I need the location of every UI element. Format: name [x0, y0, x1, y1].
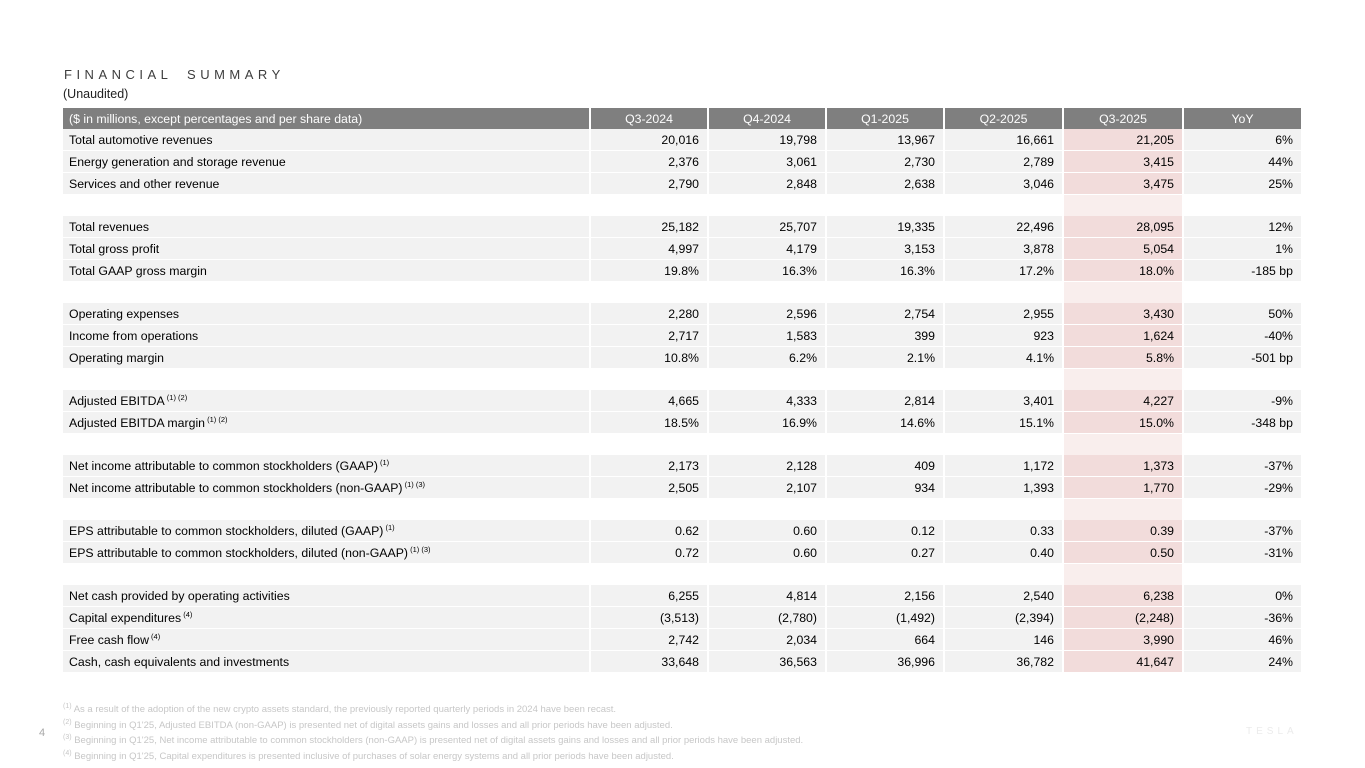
cell-q1-2025: 409 [827, 455, 945, 477]
cell-q3-2025: 4,227 [1064, 390, 1184, 412]
cell-q1-2025: 14.6% [827, 412, 945, 434]
cell-yoy: -36% [1184, 607, 1303, 629]
row-label: Free cash flow $^{(4)}$ [63, 629, 591, 651]
table-row [63, 303, 1303, 325]
spacer-cell [1064, 282, 1184, 303]
cell-q1-2025: 36,996 [827, 651, 945, 673]
row-label: Total automotive revenues [63, 129, 591, 151]
footnote-1-text: As a result of the adoption of the new crypto assets standard, the previously reported quarterly periods in 2024 have been recast. [73, 704, 617, 715]
tesla-logo-watermark: TESLA [1246, 726, 1298, 737]
cell-q3-2024: 4,665 [591, 390, 709, 412]
cell-q1-2025: 3,153 [827, 238, 945, 260]
spacer-cell [591, 564, 709, 585]
cell-q1-2025: 2,156 [827, 585, 945, 607]
row-label: EPS attributable to common stockholders, diluted (GAAP) $^{(1)}$ [63, 520, 591, 542]
cell-q3-2024: 20,016 [591, 129, 709, 151]
footnote-3-marker: (3) [63, 734, 72, 742]
cell-q2-2025: (2,394) [945, 607, 1064, 629]
spacer-cell [63, 499, 591, 520]
cell-q3-2024: 18.5% [591, 412, 709, 434]
cell-q3-2025: 0.50 [1064, 542, 1184, 564]
spacer-row [63, 434, 1303, 455]
cell-q2-2025: 17.2% [945, 260, 1064, 282]
table-row [63, 390, 1303, 412]
cell-q1-2025: 19,335 [827, 216, 945, 238]
cell-q2-2025: 146 [945, 629, 1064, 651]
table-row [63, 238, 1303, 260]
cell-q4-2024: (2,780) [709, 607, 827, 629]
spacer-cell [63, 369, 591, 390]
spacer-cell [63, 564, 591, 585]
spacer-row [63, 282, 1303, 303]
cell-q4-2024: 3,061 [709, 151, 827, 173]
cell-q3-2025: 1,770 [1064, 477, 1184, 499]
cell-q2-2025: 4.1% [945, 347, 1064, 369]
cell-q4-2024: 36,563 [709, 651, 827, 673]
cell-q1-2025: 399 [827, 325, 945, 347]
cell-q4-2024: 2,848 [709, 173, 827, 195]
cell-q3-2024: 10.8% [591, 347, 709, 369]
cell-yoy: 6% [1184, 129, 1303, 151]
cell-q3-2024: 2,280 [591, 303, 709, 325]
cell-yoy: -29% [1184, 477, 1303, 499]
cell-q1-2025: 934 [827, 477, 945, 499]
footnote-ref: (4) [181, 609, 193, 619]
row-label: Total GAAP gross margin [63, 260, 591, 282]
cell-q3-2025: 3,415 [1064, 151, 1184, 173]
spacer-cell [827, 195, 945, 216]
spacer-cell [1184, 434, 1303, 455]
footnote-3-text: Beginning in Q1'25, Net income attributable to common stockholders (non-GAAP) is presented net of digital assets gains and losses and all prior periods have been adjusted. [74, 735, 804, 747]
table-header-row [63, 108, 1303, 129]
cell-q3-2024: 0.62 [591, 520, 709, 542]
spacer-cell [945, 195, 1064, 216]
cell-q3-2025: 21,205 [1064, 129, 1184, 151]
table-row [63, 585, 1303, 607]
cell-q3-2024: 25,182 [591, 216, 709, 238]
table-row [63, 455, 1303, 477]
spacer-cell [827, 564, 945, 585]
footnote-ref: (1) (2) [164, 392, 188, 402]
spacer-cell [1184, 282, 1303, 303]
row-label: Operating margin [63, 347, 591, 369]
table-row [63, 520, 1303, 542]
row-label: Net income attributable to common stockholders (non-GAAP) $^{(1) (3)}$ [63, 477, 591, 499]
cell-q2-2025: 2,540 [945, 585, 1064, 607]
cell-q3-2024: (3,513) [591, 607, 709, 629]
cell-q3-2024: 4,997 [591, 238, 709, 260]
spacer-cell [945, 369, 1064, 390]
footnote-ref: (1) [377, 457, 390, 467]
table-row [63, 651, 1303, 673]
row-label: Net income attributable to common stockholders (GAAP) $^{(1)}$ [63, 455, 591, 477]
cell-q4-2024: 0.60 [709, 520, 827, 542]
table-row [63, 347, 1303, 369]
spacer-cell [945, 282, 1064, 303]
table-row [63, 216, 1303, 238]
cell-q2-2025: 1,393 [945, 477, 1064, 499]
cell-q4-2024: 19,798 [709, 129, 827, 151]
cell-q2-2025: 0.33 [945, 520, 1064, 542]
spacer-row [63, 499, 1303, 520]
cell-q4-2024: 16.9% [709, 412, 827, 434]
cell-q1-2025: 2,638 [827, 173, 945, 195]
cell-q3-2025: 1,373 [1064, 455, 1184, 477]
spacer-cell [945, 434, 1064, 455]
cell-yoy: -40% [1184, 325, 1303, 347]
row-label: Operating expenses [63, 303, 591, 325]
footnote-4-text: Beginning in Q1'25, Capital expenditures is presented inclusive of purchases of solar energy systems and all prior periods have been adjusted. [74, 751, 674, 763]
cell-q3-2025: 3,430 [1064, 303, 1184, 325]
spacer-cell [1064, 564, 1184, 585]
cell-yoy: 0% [1184, 585, 1303, 607]
cell-q4-2024: 2,596 [709, 303, 827, 325]
row-label: EPS attributable to common stockholders, diluted (non-GAAP) $^{(1) (3)}$ [63, 542, 591, 564]
cell-q4-2024: 4,814 [709, 585, 827, 607]
cell-q4-2024: 2,107 [709, 477, 827, 499]
cell-q3-2024: 6,255 [591, 585, 709, 607]
cell-q3-2025: 15.0% [1064, 412, 1184, 434]
cell-q2-2025: 2,789 [945, 151, 1064, 173]
footnotes [63, 702, 803, 765]
spacer-cell [1064, 434, 1184, 455]
spacer-cell [1184, 195, 1303, 216]
cell-q3-2024: 0.72 [591, 542, 709, 564]
cell-q1-2025: 2,730 [827, 151, 945, 173]
table-row [63, 129, 1303, 151]
cell-q3-2025: 3,990 [1064, 629, 1184, 651]
cell-q1-2025: 0.27 [827, 542, 945, 564]
cell-yoy: -9% [1184, 390, 1303, 412]
spacer-cell [1184, 564, 1303, 585]
cell-q2-2025: 1,172 [945, 455, 1064, 477]
cell-q3-2025: 28,095 [1064, 216, 1184, 238]
spacer-cell [1184, 369, 1303, 390]
page-number: 4 [39, 727, 46, 739]
spacer-cell [63, 434, 591, 455]
cell-q4-2024: 2,128 [709, 455, 827, 477]
spacer-cell [63, 282, 591, 303]
financial-summary-table [63, 108, 1303, 673]
column-header-q1-2025: Q1-2025 [827, 108, 945, 129]
footnote-3 [63, 733, 803, 749]
cell-q3-2025: 0.39 [1064, 520, 1184, 542]
column-header-yoy: YoY [1184, 108, 1303, 129]
spacer-cell [1064, 369, 1184, 390]
cell-yoy: 12% [1184, 216, 1303, 238]
cell-yoy: 25% [1184, 173, 1303, 195]
cell-q4-2024: 2,034 [709, 629, 827, 651]
footnote-4-marker: (4) [63, 749, 72, 757]
cell-q4-2024: 25,707 [709, 216, 827, 238]
cell-q3-2024: 2,790 [591, 173, 709, 195]
footnote-2-marker: (2) [63, 718, 72, 726]
table-row [63, 607, 1303, 629]
spacer-row [63, 195, 1303, 216]
row-label: Adjusted EBITDA $^{(1) (2)}$ [63, 390, 591, 412]
spacer-cell [591, 369, 709, 390]
cell-q2-2025: 22,496 [945, 216, 1064, 238]
footnote-2 [63, 718, 803, 734]
cell-q4-2024: 16.3% [709, 260, 827, 282]
cell-q1-2025: 2,754 [827, 303, 945, 325]
cell-q3-2024: 2,173 [591, 455, 709, 477]
cell-q2-2025: 3,046 [945, 173, 1064, 195]
cell-yoy: 44% [1184, 151, 1303, 173]
cell-q1-2025: 2,814 [827, 390, 945, 412]
table-row [63, 477, 1303, 499]
cell-q2-2025: 3,401 [945, 390, 1064, 412]
cell-q1-2025: 2.1% [827, 347, 945, 369]
cell-q2-2025: 16,661 [945, 129, 1064, 151]
row-label: Cash, cash equivalents and investments [63, 651, 591, 673]
spacer-cell [63, 195, 591, 216]
cell-yoy: 24% [1184, 651, 1303, 673]
table-row [63, 629, 1303, 651]
cell-q3-2025: 5,054 [1064, 238, 1184, 260]
spacer-cell [945, 499, 1064, 520]
cell-q2-2025: 0.40 [945, 542, 1064, 564]
spacer-row [63, 369, 1303, 390]
spacer-cell [709, 499, 827, 520]
spacer-cell [1064, 499, 1184, 520]
spacer-cell [709, 369, 827, 390]
cell-q2-2025: 15.1% [945, 412, 1064, 434]
footnote-ref: (4) [148, 631, 161, 641]
table-row [63, 412, 1303, 434]
cell-q3-2024: 2,717 [591, 325, 709, 347]
spacer-cell [1184, 499, 1303, 520]
cell-q2-2025: 36,782 [945, 651, 1064, 673]
footnote-ref: (1) (3) [408, 544, 431, 554]
spacer-cell [591, 434, 709, 455]
cell-q3-2025: 41,647 [1064, 651, 1184, 673]
cell-q3-2025: (2,248) [1064, 607, 1184, 629]
cell-yoy: -185 bp [1184, 260, 1303, 282]
cell-q3-2025: 1,624 [1064, 325, 1184, 347]
spacer-cell [591, 282, 709, 303]
column-header-q4-2024: Q4-2024 [709, 108, 827, 129]
row-label: Net cash provided by operating activities [63, 585, 591, 607]
cell-q2-2025: 2,955 [945, 303, 1064, 325]
spacer-cell [827, 434, 945, 455]
cell-q1-2025: 0.12 [827, 520, 945, 542]
cell-q1-2025: (1,492) [827, 607, 945, 629]
cell-yoy: 50% [1184, 303, 1303, 325]
cell-q4-2024: 1,583 [709, 325, 827, 347]
row-label: Total gross profit [63, 238, 591, 260]
column-header-q2-2025: Q2-2025 [945, 108, 1064, 129]
cell-q3-2024: 2,376 [591, 151, 709, 173]
footnote-1 [63, 702, 803, 718]
cell-q3-2025: 6,238 [1064, 585, 1184, 607]
table-row [63, 542, 1303, 564]
row-label: Services and other revenue [63, 173, 591, 195]
row-label: Energy generation and storage revenue [63, 151, 591, 173]
cell-q1-2025: 664 [827, 629, 945, 651]
cell-yoy: -31% [1184, 542, 1303, 564]
cell-q1-2025: 13,967 [827, 129, 945, 151]
footnote-ref: (1) (2) [205, 414, 228, 424]
cell-yoy: -37% [1184, 520, 1303, 542]
row-label: Capital expenditures $^{(4)}$ [63, 607, 591, 629]
table-row [63, 173, 1303, 195]
footnote-2-text: Beginning in Q1'25, Adjusted EBITDA (non-GAAP) is presented net of digital assets gains and losses and all prior periods have been adjusted. [74, 719, 673, 731]
cell-q4-2024: 6.2% [709, 347, 827, 369]
spacer-cell [1064, 195, 1184, 216]
cell-q4-2024: 0.60 [709, 542, 827, 564]
spacer-cell [709, 434, 827, 455]
spacer-cell [709, 195, 827, 216]
column-header-q3-2025: Q3-2025 [1064, 108, 1184, 129]
page-title: FINANCIAL SUMMARY [64, 67, 285, 82]
cell-q3-2024: 33,648 [591, 651, 709, 673]
row-label: Adjusted EBITDA margin $^{(1) (2)}$ [63, 412, 591, 434]
footnote-ref: (1) (3) [402, 479, 426, 489]
spacer-cell [945, 564, 1064, 585]
footnote-4 [63, 749, 803, 765]
cell-q2-2025: 3,878 [945, 238, 1064, 260]
cell-q3-2024: 2,505 [591, 477, 709, 499]
table-row [63, 325, 1303, 347]
cell-yoy: 46% [1184, 629, 1303, 651]
row-label: Income from operations [63, 325, 591, 347]
footnote-1-marker: (1) [63, 702, 72, 710]
cell-yoy: -37% [1184, 455, 1303, 477]
page-subtitle: (Unaudited) [63, 87, 129, 101]
cell-q1-2025: 16.3% [827, 260, 945, 282]
cell-q4-2024: 4,179 [709, 238, 827, 260]
spacer-row [63, 564, 1303, 585]
table-row [63, 151, 1303, 173]
spacer-cell [827, 369, 945, 390]
cell-q4-2024: 4,333 [709, 390, 827, 412]
cell-q3-2024: 19.8% [591, 260, 709, 282]
column-header-q3-2024: Q3-2024 [591, 108, 709, 129]
cell-q3-2025: 3,475 [1064, 173, 1184, 195]
cell-yoy: 1% [1184, 238, 1303, 260]
row-label: Total revenues [63, 216, 591, 238]
cell-yoy: -348 bp [1184, 412, 1303, 434]
spacer-cell [709, 282, 827, 303]
table-row [63, 260, 1303, 282]
cell-q3-2025: 5.8% [1064, 347, 1184, 369]
spacer-cell [827, 282, 945, 303]
footnote-ref: (1) [383, 522, 395, 532]
spacer-cell [591, 499, 709, 520]
spacer-cell [827, 499, 945, 520]
spacer-cell [709, 564, 827, 585]
cell-q3-2025: 18.0% [1064, 260, 1184, 282]
cell-yoy: -501 bp [1184, 347, 1303, 369]
cell-q2-2025: 923 [945, 325, 1064, 347]
spacer-cell [591, 195, 709, 216]
cell-q3-2024: 2,742 [591, 629, 709, 651]
table-header-label: ($ in millions, except percentages and per share data) [63, 108, 591, 129]
